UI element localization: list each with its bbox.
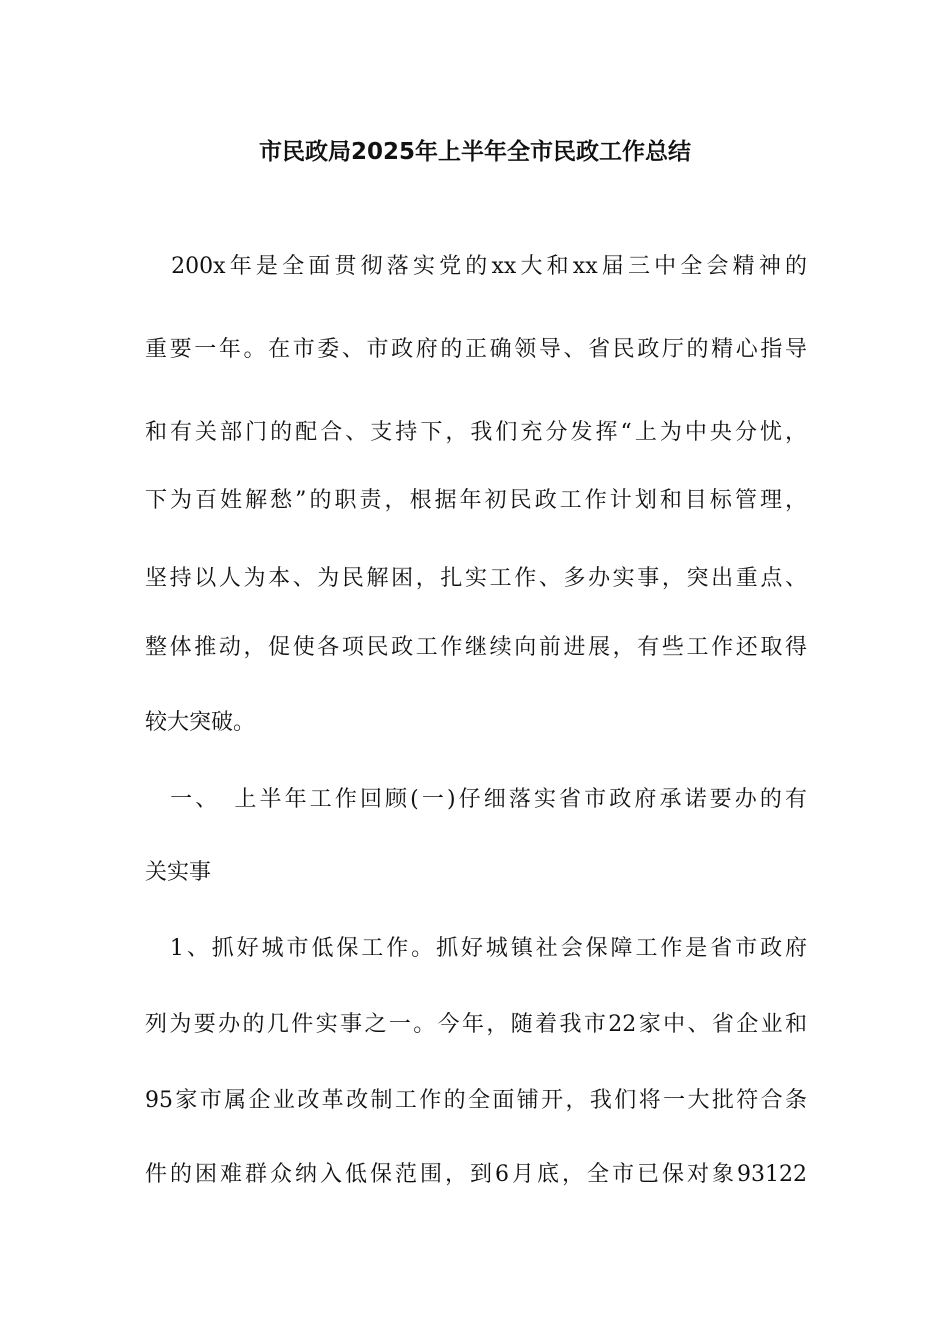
paragraph-line: 和有关部门的配合、支持下，我们充分发挥“上为中央分忧， bbox=[145, 420, 807, 445]
paragraph-line: 200x年是全面贯彻落实党的xx大和xx届三中全会精神的 bbox=[145, 254, 807, 279]
paragraph-line: 列为要办的几件实事之一。今年，随着我市22家中、省企业和 bbox=[145, 1012, 807, 1037]
paragraph-line: 坚持以人为本、为民解困，扎实工作、多办实事，突出重点、 bbox=[145, 566, 807, 591]
document-title: 市民政局2025年上半年全市民政工作总结 bbox=[258, 139, 691, 165]
paragraph-line: 整体推动，促使各项民政工作继续向前进展，有些工作还取得 bbox=[145, 635, 807, 660]
section-heading-line: 关实事 bbox=[145, 860, 212, 885]
paragraph-line: 下为百姓解愁”的职责，根据年初民政工作计划和目标管理， bbox=[145, 488, 807, 513]
section-heading-line: 一、 上半年工作回顾(一)仔细落实省市政府承诺要办的有 bbox=[145, 787, 807, 812]
paragraph-line: 95家市属企业改革改制工作的全面铺开，我们将一大批符合条 bbox=[145, 1088, 807, 1113]
paragraph-line: 重要一年。在市委、市政府的正确领导、省民政厅的精心指导 bbox=[145, 337, 807, 362]
paragraph-line: 件的困难群众纳入低保范围，到6月底，全市已保对象93122 bbox=[145, 1162, 807, 1187]
paragraph-line: 1、抓好城市低保工作。抓好城镇社会保障工作是省市政府 bbox=[145, 936, 807, 961]
paragraph-line: 较大突破。 bbox=[145, 710, 256, 735]
